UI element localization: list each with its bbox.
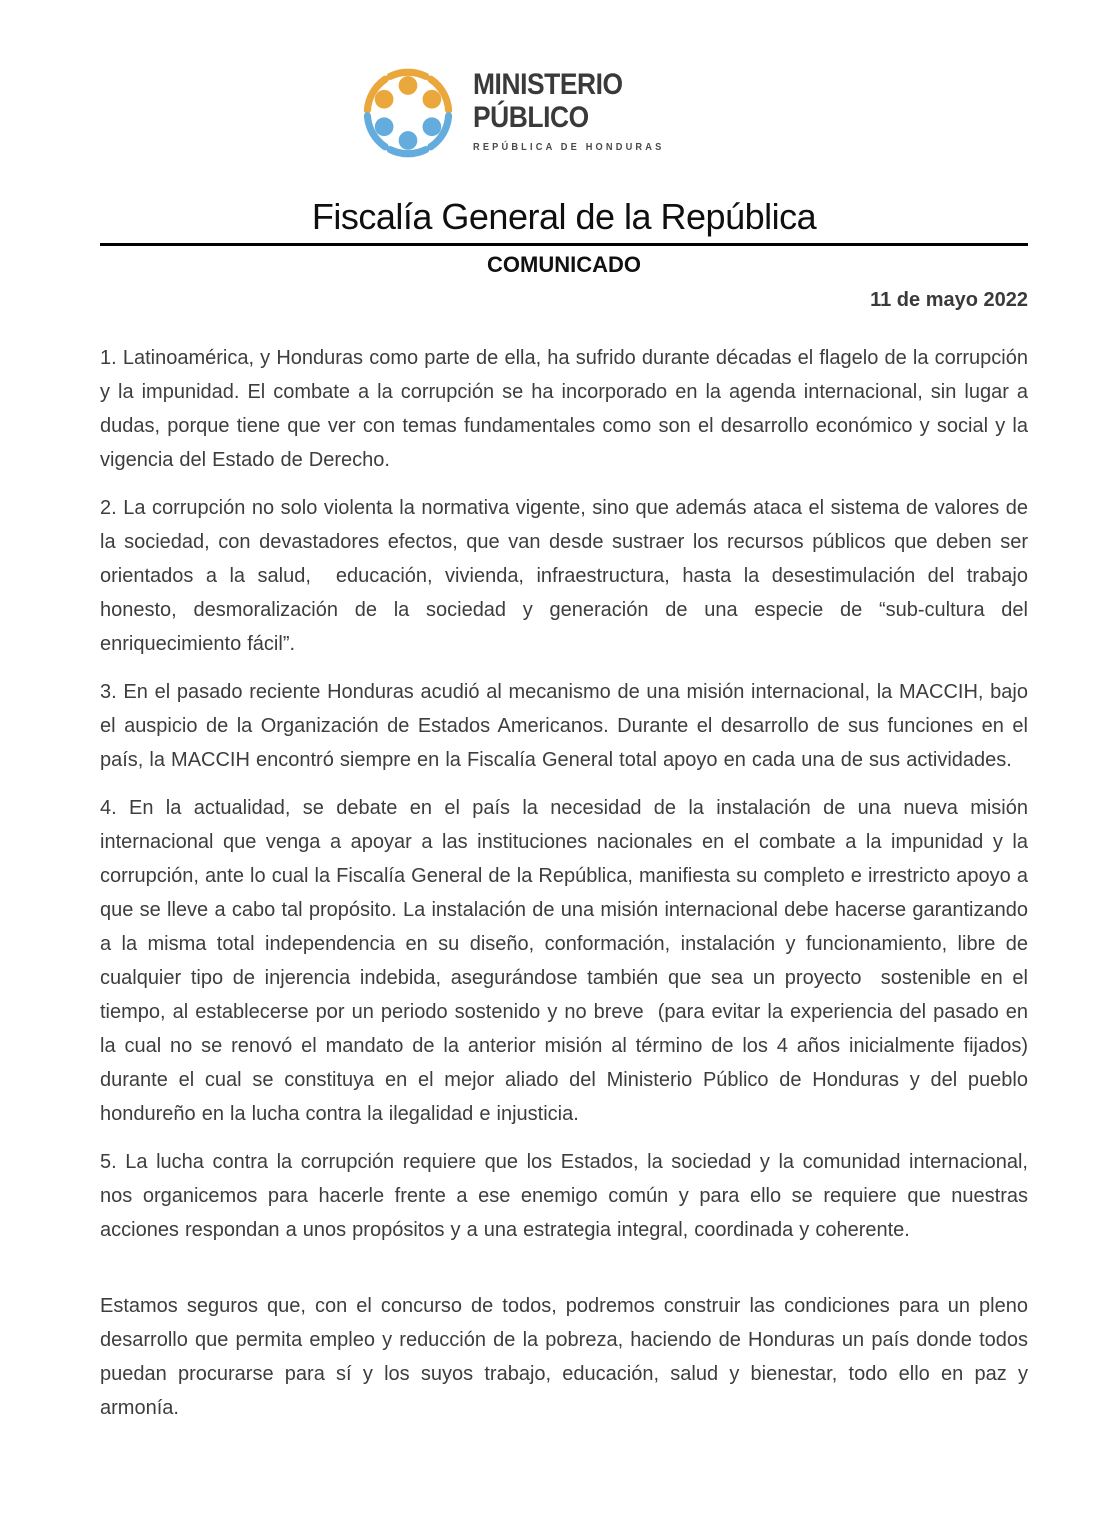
ministerio-publico-logo — [353, 58, 1028, 170]
paragraph-5: 5. La lucha contra la corrupción requiere que los Estados, la sociedad y la comunidad internacional, nos organicemos para hacerle frente a ese enemigo común y para ello se requiere que nuestras acciones respondan a unos propósitos y a una estrategia integral, coordinada y coherente. — [100, 1151, 1035, 1241]
page-title: Fiscalía General de la República — [311, 196, 817, 237]
closing-paragraph: Estamos seguros que, con el concurso de todos, podremos construir las condiciones para un pleno desarrollo que permita empleo y reducción de la pobreza, haciendo de Honduras un país donde todos puedan procurarse para sí y los suyos trabajo, educación, salud y bienestar, todo ello en paz y armonía. — [100, 1295, 1035, 1419]
people-circle-logo-icon — [353, 58, 463, 168]
logo-wordmark — [473, 58, 664, 153]
document-body — [100, 341, 1041, 1425]
org-name-line1: MINISTERIO — [473, 68, 623, 101]
paragraph-2: 2. La corrupción no solo violenta la normativa vigente, sino que además ataca el sistema de valores de la sociedad, con devastadores efectos, que van desde sustraer los recursos públicos que deben ser orientados a la salud, educación, vivienda, infraestructura, hasta la desestimulación del trabajo honesto, desmoralización de la sociedad y generación de una especie de “sub-cultura del enriquecimiento fácil”. — [100, 497, 1035, 655]
paragraph-3: 3. En el pasado reciente Honduras acudió al mecanismo de una misión internacional, la MACCIH, bajo el auspicio de la Organización de Estados Americanos. Durante el desarrollo de sus funciones en el país, la MACCIH encontró siempre en la Fiscalía General total apoyo en cada una de sus actividades. — [100, 681, 1035, 771]
document-date: 11 de mayo 2022 — [870, 289, 1028, 311]
paragraph-1: 1. Latinoamérica, y Honduras como parte de ella, ha sufrido durante décadas el flagelo de la corrupción y la impunidad. El combate a la corrupción se ha incorporado en la agenda internacional, sin lugar a dudas, porque tiene que ver con temas fundamentales como son el desarrollo económico y social y la vigencia del Estado de Derecho. — [100, 347, 1035, 471]
org-name-line2: PÚBLICO — [473, 101, 589, 134]
paragraph-4: 4. En la actualidad, se debate en el país la necesidad de la instalación de una nueva misión internacional que venga a apoyar a las instituciones nacionales en el combate a la impunidad y la corrupción, ante lo cual la Fiscalía General de la República, manifiesta su completo e irrestricto apoyo a que se lleve a cabo tal propósito. La instalación de una misión internacional debe hacerse garantizando a la misma total independencia en su diseño, conformación, instalación y funcionamiento, libre de cualquier tipo de injerencia indebida, asegurándose también que sea un proyecto sostenible en el tiempo, al establecerse por un periodo sostenido y no breve (para evitar la experiencia del pasado en la cual no se renovó el mandato de la anterior misión al término de los 4 años inicialmente fijados) durante el cual se constituya en el mejor aliado del Ministerio Público de Honduras y del pueblo hondureño en la lucha contra la ilegalidad e injusticia. — [100, 797, 1041, 1125]
title-divider — [100, 243, 1028, 246]
document-header — [100, 58, 1028, 312]
document-type-heading: COMUNICADO — [487, 252, 641, 277]
org-tagline: REPÚBLICA DE HONDURAS — [473, 141, 665, 153]
